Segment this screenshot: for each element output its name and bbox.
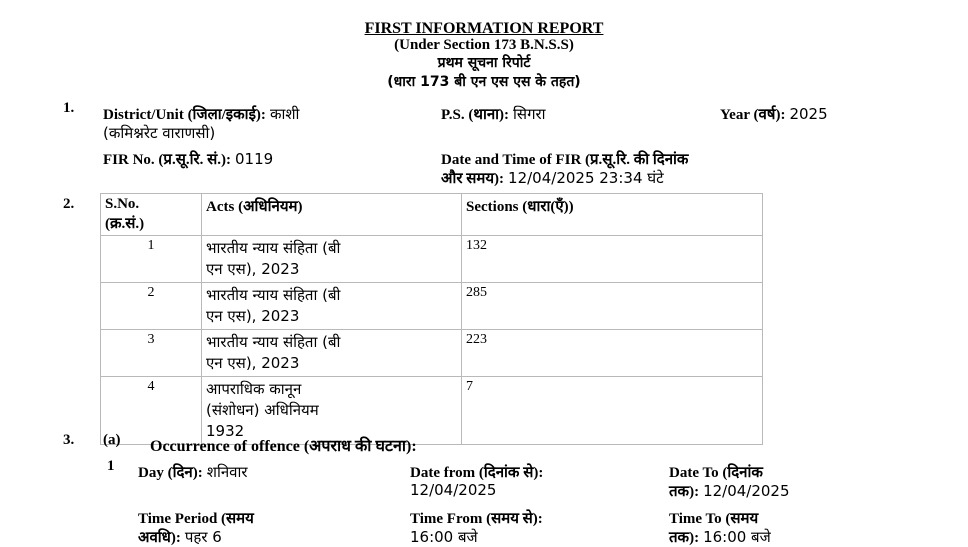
date-from-label: Date from (दिनांक से): <box>410 465 544 481</box>
fir-datetime-field <box>441 168 664 188</box>
acts-header: Acts (अधिनियम) <box>202 194 462 236</box>
table-row <box>101 330 763 377</box>
ps-value: सिगरा <box>513 105 546 123</box>
report-title-hindi: प्रथम सूचना रिपोर्ट <box>437 55 531 71</box>
row-act-line2: एन एस), 2023 <box>206 260 300 278</box>
date-to-field <box>669 481 790 501</box>
time-period-label: Time Period (समय <box>138 511 254 527</box>
time-period-value: पहर 6 <box>184 528 222 546</box>
year-label: Year (वर्ष): <box>720 107 786 123</box>
time-from-value: 16:00 बजे <box>410 528 478 546</box>
time-period-field <box>138 527 222 547</box>
time-to-label: Time To (समय <box>669 511 759 527</box>
table-row <box>101 236 763 283</box>
section-3-sub: (a) <box>103 432 121 448</box>
section-2-number: 2. <box>63 196 75 212</box>
row-act-line2: (संशोधन) अधिनियम <box>206 401 319 419</box>
table-row <box>101 283 763 330</box>
time-to-value: 16:00 बजे <box>703 528 771 546</box>
sno-header <box>101 194 202 236</box>
row-act-line1: आपराधिक कानून <box>206 380 302 398</box>
time-to-label-line2: तक): <box>669 530 700 546</box>
row-act <box>202 283 462 330</box>
row-act <box>202 236 462 283</box>
report-subtitle: (Under Section 173 B.N.S.S) <box>394 37 574 53</box>
district-value: काशी <box>269 105 300 123</box>
section-3-number: 3. <box>63 432 75 448</box>
date-to-label-line2: तक): <box>669 484 700 500</box>
fir-label: FIR No. (प्र.सू.रि. सं.): <box>103 152 231 168</box>
day-field <box>138 462 248 482</box>
row-act-line1: भारतीय न्याय संहिता (बी <box>206 333 341 351</box>
occurrence-item-number: 1 <box>107 458 115 474</box>
row-act-line3: 1932 <box>206 422 245 440</box>
time-from-label: Time From (समय से): <box>410 511 543 527</box>
row-act-line1: भारतीय न्याय संहिता (बी <box>206 286 341 304</box>
fir-datetime-label-line2: और समय): <box>441 171 505 187</box>
row-sno: 2 <box>101 283 202 330</box>
sections-header: Sections (धारा(एँ)) <box>462 194 763 236</box>
occurrence-heading: Occurrence of offence (अपराध की घटना): <box>150 438 417 455</box>
time-to-field <box>669 527 771 547</box>
date-to-label: Date To (दिनांक <box>669 465 763 481</box>
fir-value: 0119 <box>235 150 274 168</box>
sno-header-hi: (क्र.सं.) <box>105 216 145 232</box>
row-act-line1: भारतीय न्याय संहिता (बी <box>206 239 341 257</box>
report-subtitle-hindi: (धारा 173 बी एन एस एस के तहत) <box>387 74 581 90</box>
row-sno: 1 <box>101 236 202 283</box>
row-act-line2: एन एस), 2023 <box>206 354 300 372</box>
sno-header-en: S.No. <box>105 196 140 212</box>
fir-datetime-label: Date and Time of FIR (प्र.सू.रि. की दिनांक <box>441 152 689 168</box>
time-period-label-line2: अवधि): <box>138 530 181 546</box>
acts-table <box>100 193 763 445</box>
row-sno: 4 <box>101 377 202 445</box>
year-field <box>720 104 828 124</box>
date-to-value: 12/04/2025 <box>703 482 790 500</box>
row-act <box>202 330 462 377</box>
row-section: 223 <box>462 330 763 377</box>
day-label: Day (दिन): <box>138 465 203 481</box>
row-act-line2: एन एस), 2023 <box>206 307 300 325</box>
year-value: 2025 <box>789 105 828 123</box>
section-1-number: 1. <box>63 100 75 116</box>
district-value-line2: (कमिश्नरेट वाराणसी) <box>103 124 216 142</box>
district-label: District/Unit (जिला/इकाई): <box>103 107 266 123</box>
fir-number-field <box>103 149 273 169</box>
day-value: शनिवार <box>206 463 248 481</box>
date-from-value: 12/04/2025 <box>410 481 497 499</box>
row-section: 7 <box>462 377 763 445</box>
row-section: 285 <box>462 283 763 330</box>
district-field <box>103 104 299 124</box>
fir-datetime-value: 12/04/2025 23:34 घंटे <box>508 169 664 187</box>
acts-table-header <box>101 194 763 236</box>
police-station-field <box>441 104 546 124</box>
row-sno: 3 <box>101 330 202 377</box>
row-section: 132 <box>462 236 763 283</box>
report-title: FIRST INFORMATION REPORT <box>364 20 604 37</box>
ps-label: P.S. (थाना): <box>441 107 510 123</box>
